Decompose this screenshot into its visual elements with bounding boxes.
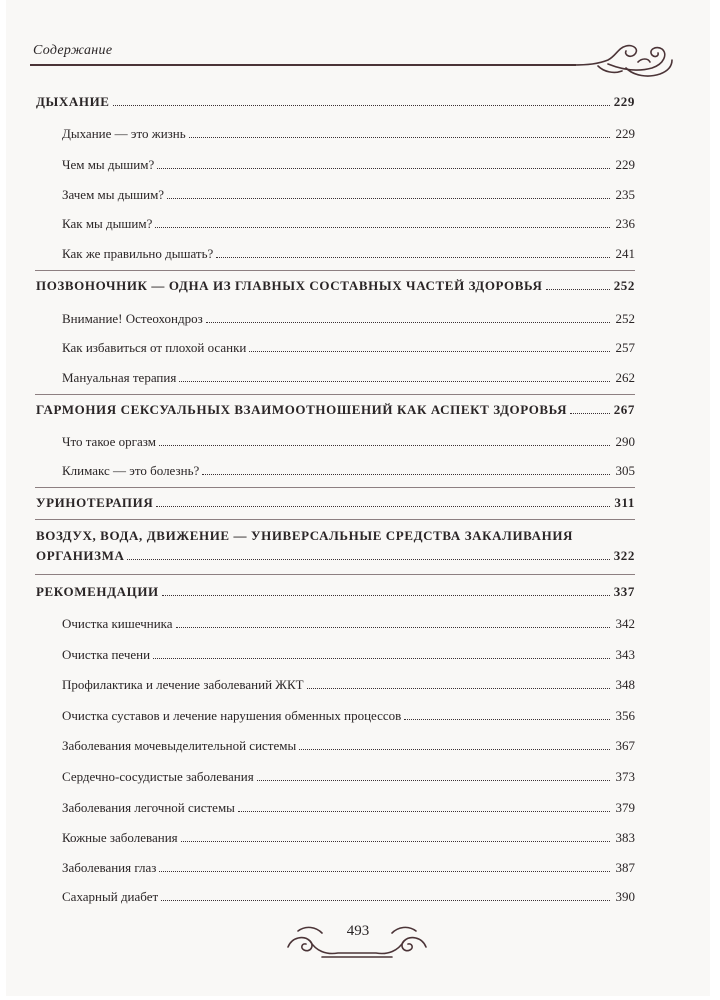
- toc-entry[interactable]: ОРГАНИЗМА 322: [36, 548, 635, 563]
- toc-entry-line1[interactable]: ВОЗДУХ, ВОДА, ДВИЖЕНИЕ — УНИВЕРСАЛЬНЫЕ СРЕДСТВА ЗАКАЛИВАНИЯ: [36, 528, 574, 543]
- toc-entry[interactable]: Очистка кишечника 342: [62, 616, 635, 631]
- toc-entry[interactable]: Внимание! Остеохондроз 252: [62, 311, 635, 326]
- toc-entry[interactable]: Очистка печени 343: [62, 647, 635, 662]
- toc-entry[interactable]: ПОЗВОНОЧНИК — ОДНА ИЗ ГЛАВНЫХ СОСТАВНЫХ ЧАСТЕЙ ЗДОРОВЬЯ 252: [36, 278, 635, 293]
- section-divider: [35, 487, 635, 488]
- toc-entry[interactable]: Очистка суставов и лечение нарушения обменных процессов 356: [62, 708, 635, 723]
- section-divider: [35, 394, 635, 395]
- toc-entry[interactable]: Зачем мы дышим? 235: [62, 187, 635, 202]
- toc-entry[interactable]: Сахарный диабет 390: [62, 889, 635, 904]
- section-divider: [35, 270, 635, 271]
- toc-entry[interactable]: Мануальная терапия 262: [62, 370, 635, 385]
- toc-entry[interactable]: Как же правильно дышать? 241: [62, 246, 635, 261]
- page-number: 493: [346, 923, 370, 939]
- toc-entry[interactable]: Как мы дышим? 236: [62, 216, 635, 231]
- toc-entry[interactable]: Чем мы дышим? 229: [62, 157, 635, 172]
- toc-entry[interactable]: Заболевания мочевыделительной системы 367: [62, 738, 635, 753]
- toc-entry[interactable]: ДЫХАНИЕ 229: [36, 94, 635, 109]
- toc-entry[interactable]: УРИНОТЕРАПИЯ 311: [36, 495, 635, 510]
- toc-entry[interactable]: Заболевания легочной системы 379: [62, 800, 635, 815]
- section-divider: [35, 574, 635, 575]
- toc-entry[interactable]: Как избавиться от плохой осанки 257: [62, 340, 635, 355]
- toc-entry[interactable]: РЕКОМЕНДАЦИИ 337: [36, 584, 635, 599]
- toc-entry[interactable]: Сердечно-сосудистые заболевания 373: [62, 769, 635, 784]
- toc-entry[interactable]: Дыхание — это жизнь 229: [62, 126, 635, 141]
- toc-entry[interactable]: Климакс — это болезнь? 305: [62, 463, 635, 478]
- toc-entry[interactable]: ГАРМОНИЯ СЕКСУАЛЬНЫХ ВЗАИМООТНОШЕНИЙ КАК АСПЕКТ ЗДОРОВЬЯ 267: [36, 402, 635, 417]
- toc-entry[interactable]: Кожные заболевания 383: [62, 830, 635, 845]
- running-header: Содержание: [33, 43, 113, 58]
- section-divider: [35, 519, 635, 520]
- toc-entry[interactable]: Заболевания глаз 387: [62, 860, 635, 875]
- toc-entry[interactable]: Что такое оргазм 290: [62, 434, 635, 449]
- toc-entry[interactable]: Профилактика и лечение заболеваний ЖКТ 348: [62, 677, 635, 692]
